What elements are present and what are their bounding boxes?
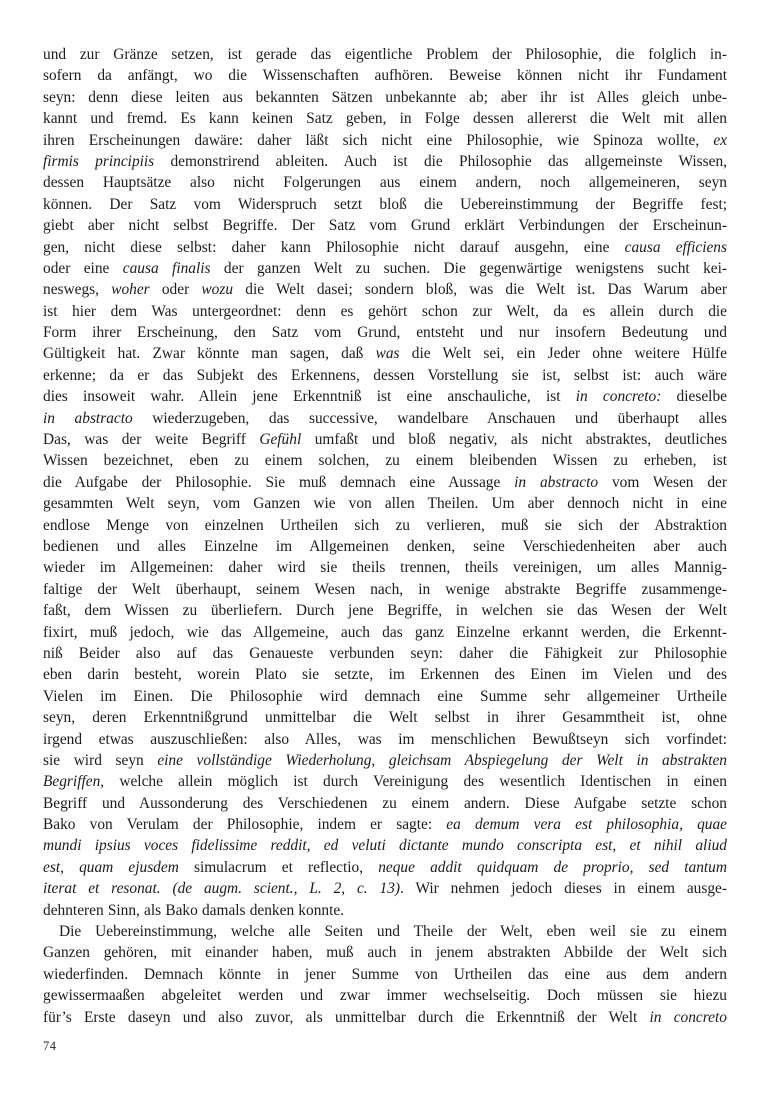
- italic-text-segment: in concreto:: [575, 388, 662, 406]
- italic-text-segment: neque addit quidquam de proprio, sed tantum: [378, 858, 727, 876]
- text-segment: wiederfinden. Demnach könnte in jener Summe von Urtheilen das eine aus dem andern: [43, 965, 727, 983]
- text-line: [43, 664, 727, 685]
- text-segment: Gültigkeit hat. Zwar könnte man sagen, daß: [43, 345, 376, 363]
- text-line: [43, 750, 727, 771]
- text-line: [43, 493, 727, 514]
- text-line: [43, 1007, 727, 1028]
- text-line: [43, 151, 727, 172]
- text-segment: faßt, dem Wissen zu überliefern. Durch jene Begriffe, in welchen sie das Wesen der Welt: [43, 602, 727, 620]
- text-line: [43, 600, 727, 621]
- text-line: [43, 237, 727, 258]
- paragraph-2: [43, 921, 727, 1028]
- text-segment: die Welt sei, ein Jeder ohne weitere Hülfe: [399, 345, 727, 363]
- text-segment: , welche allein möglich ist durch Vereinigung des wesentlich Identischen in einen: [100, 773, 727, 791]
- text-segment: Bako von Verulam der Philosophie, indem er sagte:: [43, 816, 447, 834]
- text-segment: Die Uebereinstimmung, welche alle Seiten und Theile der Welt, eben weil sie zu einem: [59, 923, 727, 941]
- text-segment: gewissermaaßen abgeleitet werden und zwar immer wechselseitig. Doch müssen sie hiezu: [43, 987, 727, 1005]
- text-line: [43, 258, 727, 279]
- text-line: [43, 579, 727, 600]
- text-segment: Ganzen gehören, mit einander haben, muß auch in jenem abstrakten Abbilde der Welt sich: [43, 944, 727, 962]
- text-line: [43, 215, 727, 236]
- italic-text-segment: eine vollständige Wiederholung, gleichsam Abspiegelung der Welt in abstrakten: [157, 751, 727, 769]
- text-line: [43, 985, 727, 1006]
- text-line: [43, 536, 727, 557]
- text-line: [43, 921, 727, 942]
- text-segment: gen, nicht diese selbst: daher kann Philosophie nicht darauf ausgehn, eine: [43, 238, 625, 256]
- text-segment: dehnteren Sinn, als Bako damals denken konnte.: [43, 901, 345, 919]
- italic-text-segment: mundi ipsius voces fidelissime reddit, ed veluti dictante mundo conscripta est, et nihil aliud: [43, 837, 727, 855]
- text-segment: oder: [149, 281, 202, 299]
- text-line: [43, 942, 727, 963]
- italic-text-segment: ex: [713, 131, 727, 149]
- text-segment: dies insoweit wahr. Allein jene Erkenntniß ist eine anschauliche, ist: [43, 388, 576, 406]
- text-line: [43, 408, 727, 429]
- text-line: [43, 450, 727, 471]
- text-segment: ihren Erscheinungen dawäre: daher läßt sich nicht eine Philosophie, wie Spinoza wollte,: [43, 131, 714, 149]
- text-line: [43, 857, 727, 878]
- text-line: [43, 643, 727, 664]
- text-segment: dessen Hauptsätze also nicht Folgerungen aus einem andern, noch allgemeineren, seyn: [43, 174, 727, 192]
- text-segment: demonstrirend ableiten. Auch ist die Philosophie das allgemeinste Wissen,: [154, 152, 727, 170]
- text-line: [43, 472, 727, 493]
- italic-text-segment: in concreto: [649, 1008, 727, 1026]
- text-segment: irgend etwas auszuschließen: also Alles, was im menschlichen Bewußtseyn sich vorfindet:: [43, 730, 727, 748]
- text-line: [43, 343, 727, 364]
- italic-text-segment: causa finalis: [122, 259, 211, 277]
- text-segment: . Wir nehmen jedoch dieses in einem ausge-: [400, 880, 727, 898]
- text-line: [43, 386, 727, 407]
- text-segment: für’s Erste daseyn und also zuvor, als unmittelbar durch die Erkenntniß der Welt: [43, 1008, 650, 1026]
- text-segment: können. Der Satz vom Widerspruch setzt bloß die Uebereinstimmung der Begriffe fest;: [43, 195, 727, 213]
- text-segment: gesammten Welt seyn, vom Ganzen wie von allen Theilen. Um aber dennoch nicht in eine: [43, 495, 727, 513]
- italic-text-segment: ea demum vera est philosophia, quae: [446, 816, 727, 834]
- text-line: [43, 686, 727, 707]
- text-line: [43, 44, 727, 65]
- text-line: [43, 793, 727, 814]
- italic-text-segment: iterat et resonat. (de augm. scient., L. 2, c. 13): [43, 880, 401, 898]
- text-line: [43, 301, 727, 322]
- text-line: [43, 707, 727, 728]
- italic-text-segment: causa efficiens: [624, 238, 727, 256]
- text-line: [43, 429, 727, 450]
- text-segment: und zur Gränze setzen, ist gerade das eigentliche Problem der Philosophie, die folglich in-: [43, 46, 727, 63]
- text-segment: seyn: denn diese leiten aus bekannten Sätzen unbekannte ab; aber ihr ist Alles gleich unbe-: [43, 88, 727, 106]
- text-line: [43, 557, 727, 578]
- text-segment: niß Beider also auf das Genaueste verbunden seyn: daher die Fähigkeit zur Philosophie: [43, 644, 727, 662]
- text-segment: faltige der Welt überhaupt, seinem Wesen nach, in wenige abstrakte Begriffe zusammenge-: [43, 580, 727, 598]
- text-line: [43, 194, 727, 215]
- text-segment: ist hier dem Was untergeordnet: denn es gehört schon zur Welt, da es allein durch die: [43, 302, 727, 320]
- text-line: [43, 87, 727, 108]
- text-line: [43, 771, 727, 792]
- text-segment: sie wird seyn: [43, 751, 158, 769]
- text-segment: Form ihrer Erscheinung, den Satz vom Grund, entsteht und nur insofern Bedeutung und: [43, 324, 727, 342]
- italic-text-segment: wozu: [201, 281, 234, 299]
- page-number: 74: [43, 1039, 57, 1053]
- text-segment: bedienen und alles Einzelne im Allgemeinen denken, seine Verschiedenheiten aber auch: [43, 537, 727, 555]
- text-line: [43, 515, 727, 536]
- text-segment: vom Wesen der: [598, 473, 727, 491]
- text-segment: wiederzugeben, das successive, wandelbare Anschauen und überhaupt alles: [132, 409, 727, 427]
- text-segment: simulacrum et reflectio,: [178, 858, 379, 876]
- text-segment: giebt aber nicht selbst Begriffe. Der Satz vom Grund erklärt Verbindungen der Erscheinun-: [43, 217, 727, 235]
- text-segment: dieselbe: [661, 388, 727, 406]
- text-line: [43, 900, 727, 921]
- italic-text-segment: Gefühl: [259, 431, 302, 449]
- text-segment: endlose Menge von einzelnen Urtheilen sich zu verlieren, muß sie sich der Abstraktion: [43, 516, 727, 534]
- text-line: [43, 964, 727, 985]
- text-segment: erkenne; da er das Subjekt des Erkennens, dessen Vorstellung sie ist, selbst ist: auch wäre: [43, 366, 727, 384]
- text-segment: wieder im Allgemeinen: daher wird sie theils trennen, theils vereinigen, um alles Mannig-: [43, 559, 727, 577]
- text-line: [43, 835, 727, 856]
- text-line: [43, 729, 727, 750]
- text-segment: die Aufgabe der Philosophie. Sie muß demnach eine Aussage: [43, 473, 515, 491]
- text-line: [43, 172, 727, 193]
- italic-text-segment: Begriffen: [43, 773, 101, 791]
- text-segment: Wissen bezeichnet, eben zu einem solchen, zu einem bleibenden Wissen zu erheben, ist: [43, 452, 727, 470]
- text-segment: sofern da anfängt, wo die Wissenschaften aufhören. Beweise können nicht ihr Fundament: [43, 67, 727, 85]
- text-segment: der ganzen Welt zu suchen. Die gegenwärtige wenigstens sucht kei-: [210, 259, 727, 277]
- text-segment: neswegs,: [43, 281, 112, 299]
- paragraph-1: [43, 44, 727, 921]
- text-segment: seyn, deren Erkenntnißgrund unmittelbar die Welt selbst in ihrer Gesammtheit ist, ohne: [43, 709, 727, 727]
- italic-text-segment: in abstracto: [514, 473, 599, 491]
- text-segment: oder eine: [43, 259, 123, 277]
- text-segment: Begriff und Aussonderung des Verschiedenen zu einem andern. Diese Aufgabe setzte schon: [43, 794, 727, 812]
- text-line: [43, 65, 727, 86]
- italic-text-segment: firmis principiis: [43, 152, 155, 170]
- text-segment: Vielen im Einen. Die Philosophie wird demnach eine Summe sehr allgemeiner Urtheile: [43, 687, 727, 705]
- italic-text-segment: was: [375, 345, 400, 363]
- text-line: [43, 814, 727, 835]
- text-segment: kannt und fremd. Es kann keinen Satz geben, in Folge dessen allererst die Welt mit allen: [43, 110, 727, 128]
- text-segment: die Welt dasei; sondern bloß, was die Welt ist. Das Warum aber: [233, 281, 727, 299]
- text-line: [43, 878, 727, 899]
- italic-text-segment: est, quam ejusdem: [43, 858, 179, 876]
- text-segment: fixirt, muß jedoch, wie das Allgemeine, auch das ganz Einzelne erkannt werden, die Erkennt-: [43, 623, 727, 641]
- text-line: [43, 365, 727, 386]
- italic-text-segment: in abstracto: [43, 409, 133, 427]
- text-line: [43, 279, 727, 300]
- text-segment: Das, was der weite Begriff: [43, 431, 260, 449]
- italic-text-segment: woher: [111, 281, 150, 299]
- text-line: [43, 622, 727, 643]
- text-segment: eben darin besteht, worein Plato sie setzte, im Erkennen des Einen im Vielen und des: [43, 666, 727, 684]
- text-block: [43, 44, 727, 1028]
- text-line: [43, 322, 727, 343]
- text-line: [43, 108, 727, 129]
- text-line: [43, 130, 727, 151]
- text-segment: umfaßt und bloß negativ, als nicht abstraktes, deutliches: [301, 431, 727, 449]
